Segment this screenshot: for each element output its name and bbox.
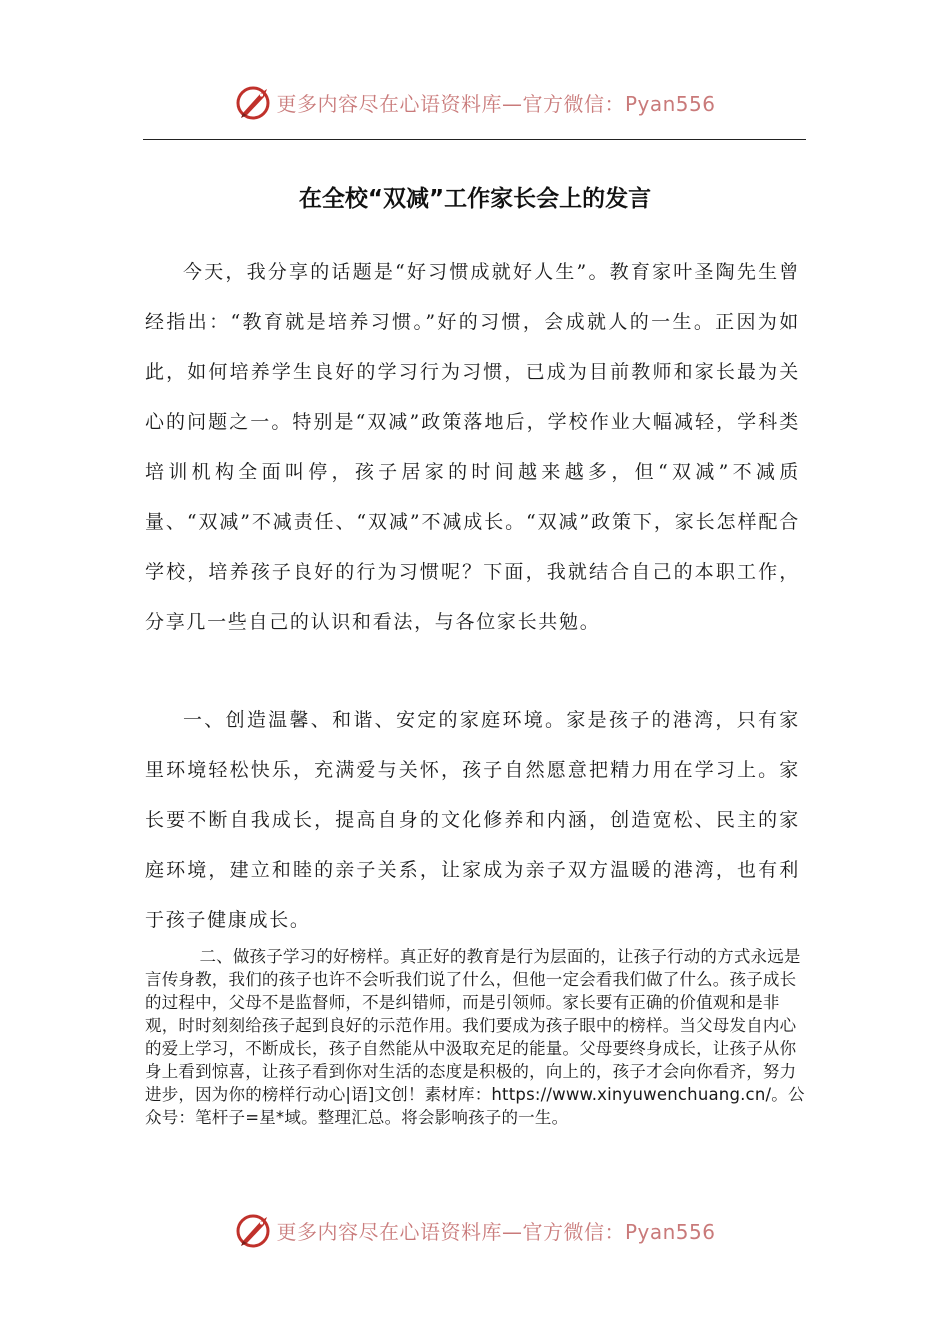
footer-banner: [0, 1208, 950, 1252]
pen-nib-logo-icon: [234, 82, 274, 122]
pen-nib-logo-icon: [234, 1210, 274, 1250]
paragraph-section-two: 二、做孩子学习的好榜样。真正好的教育是行为层面的，让孩子行动的方式永远是言传身教，我们的孩子也许不会听我们说了什么，但他一定会看我们做了什么。孩子成长的过程中，父母不是监督师，不是纠错师，而是引领师。家长要有正确的价值观和是非观，时时刻刻给孩子起到良好的示范作用。我们要成为孩子眼中的榜样。当父母发自内心的爱上学习，不断成长，孩子自然能从中汲取充足的能量。父母要终身成长，让孩子从你身上看到惊喜，让孩子看到你对生活的态度是积极的，向上的，孩子才会向你看齐，努力进步，因为你的榜样行动心|语]文创！素材库：https://www.xinyuwenchuang.cn/。公众号：笔杆子=星*域。整理汇总。将会影响孩子的一生。: [145, 947, 805, 1127]
paragraph-section-one: 一、创造温馨、和谐、安定的家庭环境。家是孩子的港湾，只有家里环境轻松快乐，充满爱与关怀，孩子自然愿意把精力用在学习上。家长要不断自我成长，提高自身的文化修养和内涵，创造宽松、民主的家庭环境，建立和睦的亲子关系，让家成为亲子双方温暖的港湾，也有利于孩子健康成长。: [145, 709, 800, 931]
header-banner: [0, 80, 950, 124]
header-divider: [143, 139, 806, 140]
header-banner-text: 更多内容尽在心语资料库—官方微信：Pyan556: [276, 91, 716, 116]
paragraph-intro: 今天，我分享的话题是“好习惯成就好人生”。教育家叶圣陶先生曾经指出：“教育就是培养习惯。”好的习惯，会成就人的一生。正因为如此，如何培养学生良好的学习行为习惯，已成为目前教师和家长最为关心的问题之一。特别是“双减”政策落地后，学校作业大幅减轻，学科类培训机构全面叫停，孩子居家的时间越来越多，但“双减”不减质量、“双减”不减责任、“双减”不减成长。“双减”政策下，家长怎样配合学校，培养孩子良好的行为习惯呢？下面，我就结合自己的本职工作，分享几一些自己的认识和看法，与各位家长共勉。: [145, 261, 800, 633]
footer-banner-text: 更多内容尽在心语资料库—官方微信：Pyan556: [276, 1219, 716, 1244]
document-title: 在全校“双减”工作家长会上的发言: [298, 186, 652, 212]
